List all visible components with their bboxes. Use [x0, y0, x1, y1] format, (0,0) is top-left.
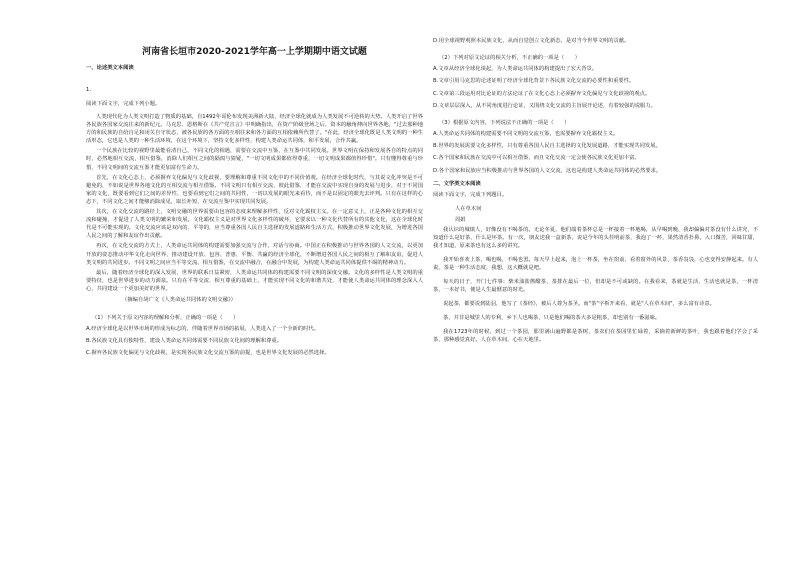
question-stem: （1）下列关于原文内容的理解和分析，正确的一项是（ ）	[92, 314, 239, 321]
reading-instruction: 阅读下面文字，完成下列小题。	[86, 101, 161, 107]
answer-option: C.摒弃各民族文化偏见与文化歧视，是实现各民族文化交流互鉴的前提，也是世界文化发展的必然选择。	[86, 350, 330, 357]
right-column	[433, 37, 758, 350]
answer-option: C.文章第三段运用对比论证的方法论证了在文化心态上必须摒弃文化偏见与文化歧视的观点。	[433, 90, 651, 97]
story-paragraph: 我开始喜欢上茶，喝也喝，不喝也罢。每天早上起来，泡上一杯茶，坐在窗前，看着窗外的风景，茶香袅袅，心也变得安静起来。有人说，茶是一种生活态度，我想，这大概就是吧。	[433, 256, 758, 272]
answer-option: D.各个国家和民族应当积极推动与世界各国的人文交流，这也是构建人类命运共同体的必然要求。	[433, 167, 662, 174]
section-heading-1: 一、论述类文本阅读	[86, 65, 134, 71]
question-stem: （3）根据原文内容，下列说法不正确的一项是（ ）	[439, 120, 570, 127]
page-title: 河南省长垣市2020-2021学年高一上学期期中语文试题	[142, 47, 367, 57]
answer-option: A.经济全球化是以世界市场的形成为标志的，伴随着世界市场的拓展，人类进入了一个全新的时代。	[86, 325, 319, 332]
article-paragraph: 最后，随着经济全球化的深入发展，世界的联系日益紧密，人类命运共同体的构建需要不同文明的深度交融。文化的多样性是人类文明的重要特征，也是世界进步的动力源泉。只有在平等交流、相互尊重的基础上，才能实现不同文化的和谐共处，才能使人类命运共同体的理念深入人心，共同建设一个更加美好的世界。	[86, 269, 423, 292]
left-column	[86, 30, 423, 362]
story-author: 周娟	[455, 216, 466, 223]
story-paragraph: 说起茶，都要说到陆羽，他写了《茶经》，被后人尊为茶圣。而"茶"字拆开来看，就是"人在草木间"，多么富有诗意。	[443, 301, 715, 308]
answer-option: B.世界的发展需要文化多样性，只有尊重各国人民自主选择的文化发展道路，才能实现共同发展。	[433, 143, 661, 150]
article-paragraph: 其次，在文化交流的路径上，文明交融的世界需要由包容的态度来理解多样性，反对文化霸权主义。在一定意义上，正是各种文化的相互交流和碰撞，才促进了人类文明的繁荣和发展。文化霸权主义是对世界文化多样性的破坏，它要求以一种文化代替所有的其他文化，这在全球化时代是不可能实现的。文化交流应该是双向的、平等的，应当尊重各国人民自主选择的发展道路和生活方式，积极推动世界文化发展，为增进各国人民之间的了解和友谊作出贡献。	[86, 209, 423, 240]
story-paragraph: 我在1723年的时候，到过一个茶园，那里满山遍野都是茶树，茶农们在茶园里忙碌着，采摘着新鲜的茶叶，我也跟着他们学会了采茶，那种感觉真好。人在草木间，心在天地里。	[433, 329, 758, 344]
article-paragraph: 首先，在文化心态上，必须摒弃文化偏见与文化歧视，要理解和尊重不同文化中的不同价值观。在经济全球化时代，与其说文化冲突是不可避免的，不如说是世界各地文化的互相交流与相互借鉴。不同文明只有相互交流、彼此借鉴，才能在交流中实现自身的发展与进步，对于不同国家的文化，既要看到它们之间的差异性，也要看到它们之间的共同性，一切以发展的眼光来看待，而不是以固定的眼光去评判。只有在这样的心态下，不同文化之间才能够消除成见，取长补短，在交流互鉴中实现共同发展。	[86, 174, 423, 205]
answer-option: D.用全球视野观照本民族文化，从而自觉创立文化新态，是对当今世界文明的贡献。	[433, 38, 630, 44]
answer-option: A.文章从经济全球化谈起，为人类命运共同体的构建提出了宏大背景。	[433, 66, 598, 73]
story-paragraph: 每天的日子，开门七件事：柴米油盐酱醋茶，茶排在最后一位，但却是不可或缺的。在我看来，茶就是生活，生活也就是茶，一杯清茶，一本好书，便是人生最惬意的时光。	[433, 279, 758, 294]
story-paragraph: 我认识的城镇人，好像没有不喝茶的。无论冬夏，他们端着茶杯总是一杯接着一杯地喝，从早喝到晚，我却偏偏对茶没有什么讲究，不知道什么是好茶，什么是坏茶。有一次，朋友送我一盒新茶，说是今年的头茬明前茶，我泡了一杯，果然清香扑鼻，入口微苦，回味甘甜，我才知道，原来茶也有这么多的讲究。	[433, 226, 758, 249]
question-stem: （2）下列对原文论证的相关分析，不正确的一项是（ ）	[439, 55, 581, 62]
story-title: 人在草木间	[455, 205, 482, 212]
answer-option: D.文章层层深入，从不同角度进行论证，又围绕文化交流的主旨展开论述，有着较强的说服力。	[433, 102, 656, 109]
answer-option: B.各民族文化具有独特性，建设人类命运共同体需要不同民族文化间的理解和尊重。	[86, 338, 283, 345]
article-paragraph: 人类现代化为人类文明打造了物质的基础，自1492年哥伦布发现美洲新大陆，经济全球化就成为人类发展不可逆转的大势。人类开启了世界各民族各国家交流往来的新纪元。马克思、恩格斯在《共产党宣言》中明确指出，在资产阶级登场之后，资本的触角伸向世界各地，"过去那种地方的和民族的自给自足和闭关自守状态，被各民族的各方面的互相往来和各方面的互相依赖所代替了。"在此，经济全球化既是人类文明的一种生活形态，它也是人类的一种生活环境，在这个环境下，坚持文化多样性，构建人类命运共同体，和平发展，合作共赢。	[86, 114, 423, 145]
section-heading-2: 二、文学类文本阅读	[433, 180, 481, 187]
reading-instruction: 阅读下面文字，完成下列题目。	[433, 191, 508, 198]
article-paragraph: 再次，在文化交流的方式上，人类命运共同体的构建需要加强交流与合作，对话与协商。中国正在积极推动与世界各国的人文交流，以更加开放的姿态推动中华文化走向世界，推动建设开放、包容、普惠、平衡、共赢的经济全球化，不断增进各国人民之间的相互了解和友谊，促进人类文明的共同进步。不同文明之间应当平等交流、相互借鉴，在交流中融合，在融合中发展，为构建人类命运共同体提供不竭的精神动力。	[86, 243, 423, 266]
article-paragraph: 一个民族在比较的视野里最能看清自己，不同文化的相遇，需要在交流中互鉴，在互鉴中共同发展。世界文明在保持和发展各自的特点的同时，必然地相互交流，相互借鉴，消除人们相互之间的隔阂与猜疑，"一切文明成果都值得尊重，一切文明成果都值得珍惜"。只有懂得尊重与珍惜，不同文明间的交流互鉴才能更加富有生命力。	[86, 148, 423, 171]
article-source: （摘编自胡广文《人类命运共同体的文明交融》）	[122, 296, 236, 303]
answer-option: B.文章引用马克思的论述证明了经济全球化背景下各民族文化交流的必要性和重要性。	[433, 78, 635, 85]
answer-option: A.人类命运共同体的构建需要不同文明的交流互鉴，也需要摒弃文化霸权主义。	[433, 131, 619, 138]
question-number: 1.	[86, 87, 92, 93]
answer-option: C.各个国家和民族在交流中可以相互借鉴，而且文化交流一定会使各民族文化更加丰富。	[433, 155, 640, 162]
story-paragraph: 茶，并非是城里人的专利，乡下人也喝茶，只是他们喝的茶大多是粗茶，却也别有一番滋味。	[443, 315, 661, 322]
